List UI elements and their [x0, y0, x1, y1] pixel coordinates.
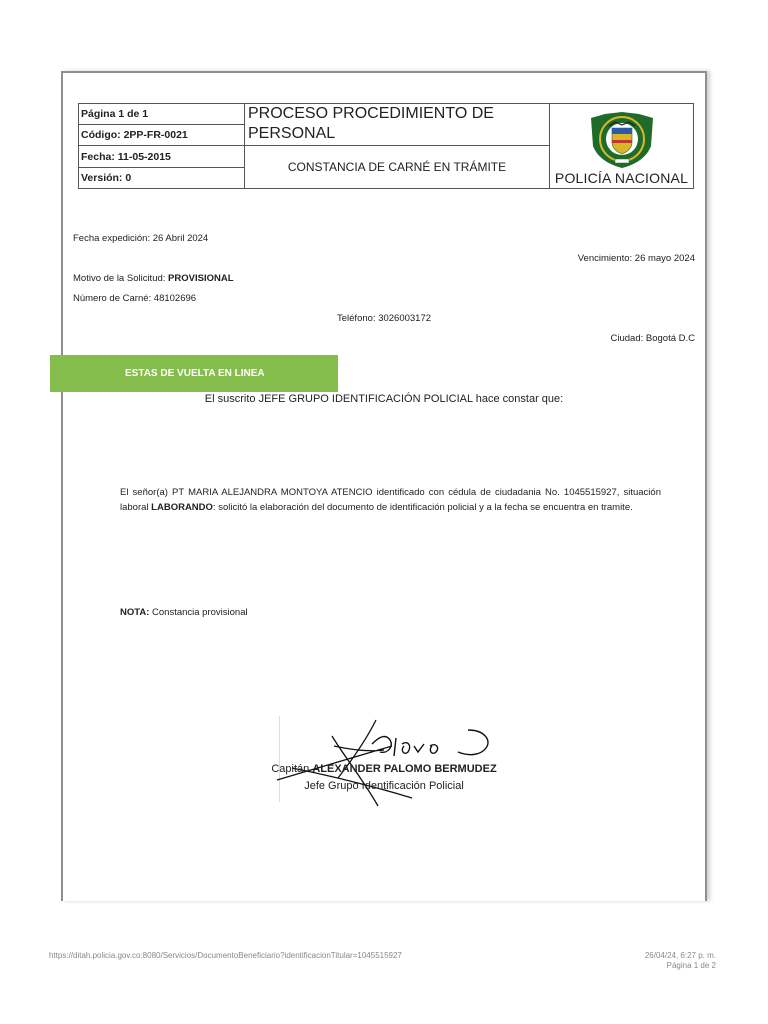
signer-name	[0, 763, 768, 775]
signer-role: Jefe Grupo Identificación Policial	[304, 780, 464, 792]
header-table	[78, 103, 694, 189]
footer-info	[645, 951, 716, 971]
phone: Teléfono: 3026003172	[337, 313, 432, 324]
meta-date: Fecha: 11-05-2015	[79, 145, 245, 168]
meta-version: Versión: 0	[79, 168, 245, 189]
note-text: Constancia provisional	[149, 607, 248, 618]
footer-datetime: 26/04/24, 6:27 p. m.	[644, 951, 716, 960]
online-banner[interactable]: ESTAS DE VUELTA EN LINEA	[50, 355, 338, 392]
document-subtitle: CONSTANCIA DE CARNÉ EN TRÁMITE	[245, 145, 550, 188]
logo-cell	[550, 104, 694, 189]
certification-statement: El suscrito JEFE GRUPO IDENTIFICACIÓN POLICIAL hace constar que:	[204, 393, 564, 405]
meta-page: Página 1 de 1	[79, 104, 245, 125]
city: Ciudad: Bogotá D.C	[610, 333, 695, 344]
request-reason-value: PROVISIONAL	[168, 273, 234, 284]
employment-status: LABORANDO	[151, 501, 213, 513]
signer-rank: Capitán	[271, 763, 313, 775]
police-seal-icon	[585, 110, 659, 170]
body-paragraph	[120, 486, 661, 515]
expiry-date: Vencimiento: 26 mayo 2024	[577, 253, 695, 264]
request-reason-label: Motivo de la Solicitud:	[73, 273, 169, 284]
logo-name: POLICÍA NACIONAL	[554, 170, 689, 186]
request-reason	[73, 273, 234, 284]
body-text-1: El señor(a) PT MARIA ALEJANDRA MONTOYA ATENCIO identificado con cédula de ciudadania No. 1045515927, situación laboral	[120, 487, 661, 513]
meta-code: Código: 2PP-FR-0021	[79, 124, 245, 145]
signer-full-name: ALEXANDER PALOMO BERMUDEZ	[312, 763, 497, 775]
note-label: NOTA:	[120, 607, 150, 618]
body-text-2: : solicitó la elaboración del documento de identificación policial y a la fecha se encuentra en tramite.	[212, 501, 633, 513]
note	[120, 607, 248, 618]
footer-url: https://ditah.policia.gov.co:8080/Servicios/DocumentoBeneficiario?identificacionTitular=1045515927	[49, 951, 402, 960]
issue-date: Fecha expedición: 26 Abril 2024	[73, 233, 209, 244]
document-title: PROCESO PROCEDIMIENTO DE PERSONAL	[245, 104, 550, 146]
handwritten-signature-icon	[272, 716, 502, 808]
card-number: Número de Carné: 48102696	[73, 293, 197, 304]
footer-page: Página 1 de 2	[666, 961, 716, 970]
